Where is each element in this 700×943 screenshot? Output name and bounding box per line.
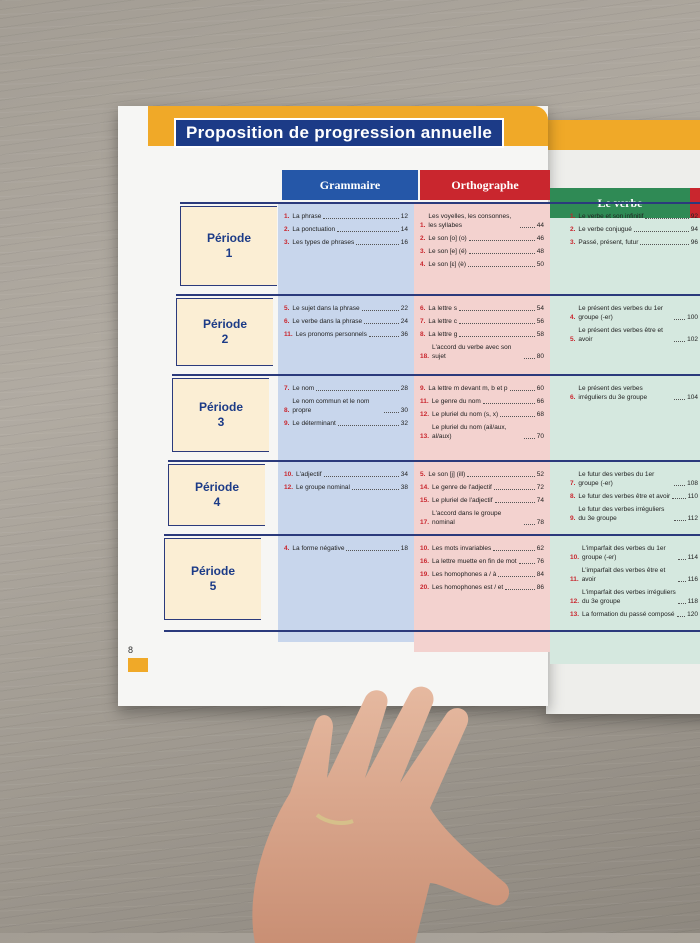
- lesson-page: 72: [536, 484, 544, 491]
- dot-leader: [678, 581, 686, 582]
- dot-leader: [674, 319, 685, 320]
- lesson-page: 74: [536, 497, 544, 504]
- dot-leader: [674, 399, 685, 400]
- lesson-page: 84: [536, 571, 544, 578]
- lesson-title: Passé, présent, futur: [578, 239, 639, 246]
- lesson-number: 5.: [284, 305, 290, 312]
- dot-leader: [459, 310, 535, 311]
- lesson-entry: [570, 225, 698, 234]
- lesson-title: L'accord dans le groupe nominal: [432, 510, 502, 526]
- lesson-entry: [420, 304, 544, 313]
- lesson-page: 76: [536, 558, 544, 565]
- lesson-title: Le verbe conjugué: [578, 226, 632, 233]
- lesson-entry: [284, 483, 408, 492]
- verbe-cell: [570, 212, 698, 251]
- page-title: Proposition de progression annuelle: [174, 118, 504, 148]
- dot-leader: [495, 502, 535, 503]
- lesson-page: 52: [536, 471, 544, 478]
- lesson-number: 10.: [420, 545, 430, 552]
- lesson-number: 1.: [570, 213, 576, 220]
- lesson-page: 36: [400, 331, 408, 338]
- lesson-page: 28: [400, 385, 408, 392]
- orthographe-cell: [420, 470, 544, 531]
- lesson-number: 20.: [420, 584, 430, 591]
- period-word: Période: [190, 564, 235, 578]
- lesson-title: Le son [j] (ill): [428, 471, 466, 478]
- period-label: [176, 298, 273, 366]
- period-number: 5: [209, 579, 217, 593]
- dot-leader: [352, 489, 399, 490]
- lesson-entry: [420, 397, 544, 406]
- period-word: Période: [206, 231, 251, 245]
- hand-shape: [252, 687, 509, 943]
- dot-leader: [369, 336, 399, 337]
- lesson-number: 12.: [420, 411, 430, 418]
- lesson-entry: [420, 212, 544, 230]
- grammaire-cell: [284, 304, 408, 343]
- lesson-page: 70: [536, 433, 544, 440]
- lesson-page: 116: [687, 576, 698, 583]
- dot-leader: [468, 266, 535, 267]
- lesson-title: L'imparfait des verbes irréguliers du 3e groupe: [582, 589, 676, 605]
- lesson-page: 12: [400, 213, 408, 220]
- lesson-title: Le pluriel du nom (ail/aux, al/aux): [432, 424, 507, 440]
- lesson-number: 7.: [570, 480, 576, 487]
- lesson-page: 46: [536, 235, 544, 242]
- lesson-page: 60: [536, 385, 544, 392]
- lesson-page: 32: [400, 420, 408, 427]
- lesson-number: 1.: [420, 222, 426, 229]
- lesson-number: 8.: [570, 493, 576, 500]
- lesson-title: Le présent des verbes du 1er groupe (-er): [578, 305, 663, 321]
- period-label: [164, 538, 261, 620]
- dot-leader: [494, 489, 535, 490]
- dot-leader: [364, 323, 399, 324]
- grammaire-cell: [284, 212, 408, 251]
- dot-leader: [674, 485, 685, 486]
- lesson-number: 9.: [284, 420, 290, 427]
- lesson-page: 30: [400, 407, 408, 414]
- dot-leader: [469, 240, 535, 241]
- lesson-page: 54: [536, 305, 544, 312]
- lesson-title: L'imparfait des verbes du 1er groupe (-er): [582, 545, 666, 561]
- lesson-entry: [420, 496, 544, 505]
- lesson-entry: [420, 423, 544, 441]
- lesson-entry: [570, 326, 698, 344]
- lesson-title: Les mots invariables: [432, 545, 492, 552]
- lesson-title: Le pluriel du nom (s, x): [432, 411, 499, 418]
- dot-leader: [384, 412, 398, 413]
- lesson-number: 7.: [284, 385, 290, 392]
- lesson-entry: [570, 470, 698, 488]
- dot-leader: [634, 231, 689, 232]
- lesson-title: Le nom: [292, 385, 315, 392]
- lesson-entry: [420, 557, 544, 566]
- lesson-title: Le futur des verbes du 1er groupe (-er): [578, 471, 655, 487]
- orthographe-cell: [420, 212, 544, 273]
- lesson-number: 8.: [284, 407, 290, 414]
- lesson-number: 11.: [420, 398, 429, 405]
- dot-leader: [323, 218, 398, 219]
- lesson-number: 3.: [570, 239, 576, 246]
- lesson-entry: [570, 304, 698, 322]
- period-number: 2: [221, 332, 229, 346]
- dot-leader: [483, 403, 535, 404]
- dot-leader: [674, 520, 685, 521]
- verbe-cell: [570, 304, 698, 348]
- lesson-page: 118: [687, 598, 698, 605]
- dot-leader: [524, 358, 535, 359]
- dot-leader: [356, 244, 399, 245]
- header-grammaire: Grammaire: [282, 170, 418, 200]
- lesson-title: L'adjectif: [296, 471, 322, 478]
- hand: [215, 683, 525, 943]
- lesson-number: 11.: [570, 576, 579, 583]
- lesson-page: 100: [687, 314, 698, 321]
- lesson-page: 86: [536, 584, 544, 591]
- row-separator: [168, 460, 700, 462]
- lesson-page: 38: [400, 484, 408, 491]
- lesson-title: La lettre s: [428, 305, 457, 312]
- verbe-cell: [570, 384, 698, 406]
- lesson-entry: [420, 247, 544, 256]
- lesson-title: La lettre muette en fin de mot: [432, 558, 517, 565]
- lesson-page: 108: [687, 480, 698, 487]
- lesson-entry: [420, 410, 544, 419]
- lesson-entry: [420, 509, 544, 527]
- lesson-page: 18: [400, 545, 408, 552]
- dot-leader: [510, 390, 535, 391]
- lesson-title: Le genre de l'adjectif: [432, 484, 492, 491]
- lesson-title: Le genre du nom: [431, 398, 481, 405]
- lesson-title: La formation du passé composé: [582, 611, 675, 618]
- period-number: 3: [217, 415, 225, 429]
- lesson-title: Le sujet dans la phrase: [292, 305, 360, 312]
- lesson-page: 94: [690, 226, 698, 233]
- lesson-number: 18.: [420, 353, 430, 360]
- lesson-title: La lettre m devant m, b et p: [428, 385, 508, 392]
- lesson-entry: [284, 225, 408, 234]
- dot-leader: [362, 310, 399, 311]
- lesson-title: La lettre c: [428, 318, 457, 325]
- workbook: [118, 98, 700, 713]
- orthographe-cell: [420, 544, 544, 596]
- lesson-title: Le présent des verbes être et avoir: [578, 327, 663, 343]
- lesson-page: 58: [536, 331, 544, 338]
- lesson-entry: [570, 212, 698, 221]
- lesson-number: 4.: [284, 545, 290, 552]
- lesson-page: 78: [536, 519, 544, 526]
- lesson-page: 22: [400, 305, 408, 312]
- lesson-page: 120: [687, 611, 698, 618]
- lesson-entry: [284, 544, 408, 553]
- lesson-title: La forme négative: [292, 545, 345, 552]
- lesson-number: 3.: [420, 248, 426, 255]
- period-number: 4: [213, 495, 221, 509]
- dot-leader: [316, 390, 399, 391]
- lesson-page: 14: [400, 226, 408, 233]
- lesson-number: 9.: [570, 515, 576, 522]
- lesson-title: Le verbe dans la phrase: [292, 318, 363, 325]
- dot-leader: [674, 341, 685, 342]
- lesson-page: 104: [687, 394, 698, 401]
- period-word: Période: [194, 480, 239, 494]
- dot-leader: [519, 563, 535, 564]
- dot-leader: [640, 244, 688, 245]
- dot-leader: [645, 218, 688, 219]
- dot-leader: [678, 559, 686, 560]
- period-label: [172, 378, 269, 452]
- grammaire-cell: [284, 544, 408, 557]
- page-tab: [128, 658, 148, 672]
- lesson-number: 6.: [284, 318, 290, 325]
- row-separator: [180, 202, 700, 204]
- lesson-number: 4.: [570, 314, 576, 321]
- lesson-entry: [284, 397, 408, 415]
- lesson-entry: [420, 583, 544, 592]
- lesson-page: 102: [687, 336, 698, 343]
- grammaire-cell: [284, 470, 408, 496]
- lesson-entry: [284, 304, 408, 313]
- dot-leader: [459, 323, 535, 324]
- period-number: 1: [225, 246, 233, 260]
- lesson-page: 68: [536, 411, 544, 418]
- lesson-entry: [284, 470, 408, 479]
- lesson-number: 13.: [570, 611, 580, 618]
- orthographe-cell: [420, 384, 544, 445]
- lesson-number: 10.: [570, 554, 580, 561]
- lesson-page: 62: [536, 545, 544, 552]
- lesson-number: 8.: [420, 331, 426, 338]
- lesson-title: Le son [e] (é): [428, 248, 467, 255]
- lesson-number: 10.: [284, 471, 294, 478]
- lesson-entry: [570, 544, 698, 562]
- row-separator: [172, 374, 700, 376]
- lesson-page: 44: [536, 222, 544, 229]
- lesson-entry: [284, 238, 408, 247]
- period-word: Période: [198, 400, 243, 414]
- lesson-entry: [420, 483, 544, 492]
- dot-leader: [672, 498, 685, 499]
- lesson-page: 50: [536, 261, 544, 268]
- dot-leader: [498, 576, 534, 577]
- dot-leader: [520, 227, 534, 228]
- lesson-number: 14.: [420, 484, 430, 491]
- lesson-page: 34: [400, 471, 408, 478]
- dot-leader: [677, 616, 686, 617]
- lesson-number: 5.: [420, 471, 426, 478]
- orthographe-cell: [420, 304, 544, 365]
- lesson-entry: [284, 384, 408, 393]
- period-label: [168, 464, 265, 526]
- dot-leader: [324, 476, 399, 477]
- lesson-number: 7.: [420, 318, 426, 325]
- lesson-entry: [570, 588, 698, 606]
- lesson-entry: [420, 570, 544, 579]
- lesson-title: Le son [ɛ] (è): [428, 261, 467, 268]
- lesson-title: Le verbe et son infinitif: [578, 213, 644, 220]
- lesson-number: 16.: [420, 558, 430, 565]
- lesson-page: 110: [687, 493, 698, 500]
- lesson-page: 66: [536, 398, 544, 405]
- lesson-number: 3.: [284, 239, 290, 246]
- lesson-title: Le futur des verbes irréguliers du 3e groupe: [578, 506, 665, 522]
- lesson-title: Le futur des verbes être et avoir: [578, 493, 671, 500]
- lesson-title: L'accord du verbe avec son sujet: [432, 344, 512, 360]
- lesson-entry: [284, 419, 408, 428]
- lesson-title: La phrase: [292, 213, 322, 220]
- lesson-title: La lettre g: [428, 331, 458, 338]
- lesson-number: 2.: [570, 226, 576, 233]
- lesson-entry: [284, 317, 408, 326]
- lesson-entry: [570, 238, 698, 247]
- page-number: 8: [128, 645, 134, 655]
- lesson-entry: [570, 492, 698, 501]
- lesson-number: 6.: [420, 305, 426, 312]
- lesson-entry: [420, 384, 544, 393]
- lesson-title: Les types de phrases: [292, 239, 355, 246]
- lesson-title: Le déterminant: [292, 420, 336, 427]
- lesson-entry: [570, 566, 698, 584]
- lesson-entry: [420, 260, 544, 269]
- lesson-page: 24: [400, 318, 408, 325]
- lesson-page: 112: [687, 515, 698, 522]
- lesson-entry: [570, 505, 698, 523]
- lesson-entry: [420, 343, 544, 361]
- lesson-entry: [420, 317, 544, 326]
- lesson-page: 48: [536, 248, 544, 255]
- right-banner: [546, 120, 700, 150]
- lesson-page: 92: [690, 213, 698, 220]
- lesson-number: 11.: [284, 331, 293, 338]
- lesson-title: Le pluriel de l'adjectif: [432, 497, 493, 504]
- lesson-number: 15.: [420, 497, 430, 504]
- row-separator: [164, 534, 700, 536]
- lesson-number: 2.: [420, 235, 426, 242]
- lesson-title: Le groupe nominal: [296, 484, 350, 491]
- dot-leader: [469, 253, 535, 254]
- lesson-page: 16: [400, 239, 408, 246]
- lesson-title: Le présent des verbes irréguliers du 3e groupe: [578, 385, 648, 401]
- dot-leader: [524, 524, 535, 525]
- lesson-entry: [420, 470, 544, 479]
- row-separator: [164, 630, 700, 632]
- lesson-page: 96: [690, 239, 698, 246]
- dot-leader: [338, 425, 399, 426]
- lesson-title: L'imparfait des verbes être et avoir: [581, 567, 666, 583]
- lesson-number: 9.: [420, 385, 426, 392]
- lesson-entry: [420, 234, 544, 243]
- dot-leader: [678, 603, 686, 604]
- lesson-title: Les homophones a / à: [432, 571, 497, 578]
- dot-leader: [346, 550, 398, 551]
- lesson-number: 12.: [284, 484, 294, 491]
- lesson-number: 6.: [570, 394, 576, 401]
- lesson-title: Les pronoms personnels: [295, 331, 367, 338]
- lesson-number: 12.: [570, 598, 580, 605]
- dot-leader: [459, 336, 534, 337]
- dot-leader: [467, 476, 534, 477]
- grammaire-cell: [284, 384, 408, 432]
- period-label: [180, 206, 277, 286]
- lesson-entry: [570, 384, 698, 402]
- lesson-entry: [420, 330, 544, 339]
- period-word: Période: [202, 317, 247, 331]
- verbe-cell: [570, 470, 698, 527]
- dot-leader: [505, 589, 535, 590]
- lesson-number: 17.: [420, 519, 430, 526]
- lesson-title: Le nom commun et le nom propre: [292, 398, 370, 414]
- lesson-title: La ponctuation: [292, 226, 336, 233]
- lesson-entry: [284, 330, 408, 339]
- lesson-number: 5.: [570, 336, 576, 343]
- lesson-number: 1.: [284, 213, 290, 220]
- lesson-entry: [570, 610, 698, 619]
- lesson-page: 80: [536, 353, 544, 360]
- lesson-page: 56: [536, 318, 544, 325]
- lesson-title: Les homophones est / et: [432, 584, 504, 591]
- lesson-entry: [420, 544, 544, 553]
- verbe-cell: [570, 544, 698, 623]
- lesson-title: Le son [o] (o): [428, 235, 467, 242]
- dot-leader: [500, 416, 535, 417]
- dot-leader: [337, 231, 399, 232]
- lesson-number: 19.: [420, 571, 430, 578]
- dot-leader: [493, 550, 534, 551]
- lesson-number: 4.: [420, 261, 426, 268]
- lesson-entry: [284, 212, 408, 221]
- header-orthographe: Orthographe: [420, 170, 550, 200]
- lesson-title: Les voyelles, les consonnes, les syllabes: [428, 213, 512, 229]
- row-separator: [176, 294, 700, 296]
- lesson-page: 114: [687, 554, 698, 561]
- dot-leader: [524, 438, 535, 439]
- lesson-number: 2.: [284, 226, 290, 233]
- lesson-number: 13.: [420, 433, 430, 440]
